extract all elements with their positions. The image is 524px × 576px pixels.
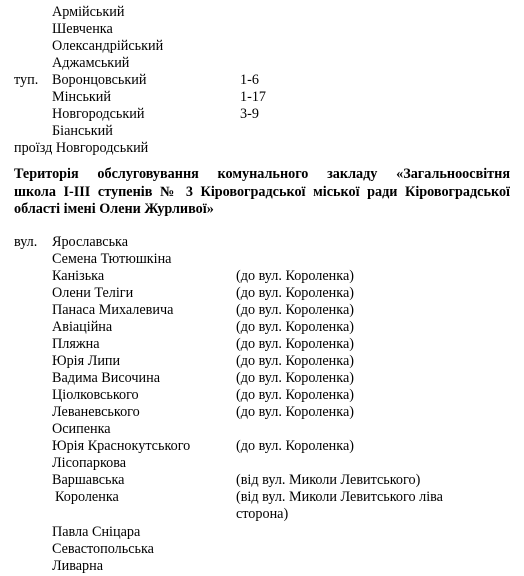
street-name: Юрія Краснокутського [52,438,191,454]
street-name: Шевченка [52,21,113,37]
street-name: Ціолковського [52,387,139,403]
street-name: Олександрійський [52,38,164,54]
street-name: Осипенка [52,421,111,437]
street-type-prefix: вул. [14,234,38,250]
street-note: (до вул. Короленка) [236,370,354,386]
street-note: (до вул. Короленка) [236,302,354,318]
street-name: Семена Тютюшкіна [52,251,172,267]
street-name: Авіаційна [52,319,113,335]
street-name: Короленка [55,489,119,505]
street-name: Олени Теліги [52,285,134,301]
house-range: 3-9 [240,106,259,122]
street-note: (до вул. Короленка) [236,387,354,403]
street-name: Вадима Височина [52,370,160,386]
street-name: Канізька [52,268,105,284]
section-heading [14,166,510,219]
street-note: сторона) [236,506,289,522]
street-name: Новгородський [52,106,145,122]
street-name: Павла Сніцара [52,524,141,540]
street-name: Леваневського [52,404,140,420]
street-name: Аджамський [52,55,130,71]
street-name: Пляжна [52,336,100,352]
street-name: Севастопольська [52,541,154,557]
street-note: (від вул. Миколи Левитського ліва [236,489,443,505]
street-note: (до вул. Короленка) [236,438,354,454]
street-note: (до вул. Короленка) [236,285,354,301]
street-note: (до вул. Короленка) [236,319,354,335]
heading-line: області імені Олени Журливої» [14,201,214,217]
street-note: (від вул. Миколи Левитського) [236,472,421,488]
street-note: (до вул. Короленка) [236,404,354,420]
street-name: Варшавська [52,472,125,488]
street-name: Ярославська [52,234,129,250]
street-type-prefix: туп. [14,72,39,88]
street-note: (до вул. Короленка) [236,353,354,369]
street-name: Лісопаркова [52,455,127,471]
heading-line: школа І-ІІІ ступенів № 3 Кіровоградської міської ради Кіровоградської [14,183,510,200]
street-name: Біанський [52,123,113,139]
street-name: Панаса Михалевича [52,302,174,318]
street-name: Армійський [52,4,125,20]
street-name: Юрія Липи [52,353,121,369]
street-name: Мінський [52,89,111,105]
house-range: 1-6 [240,72,259,88]
passage-name: проїзд Новгородський [14,140,149,156]
street-note: (до вул. Короленка) [236,268,354,284]
street-name: Воронцовський [52,72,147,88]
street-note: (до вул. Короленка) [236,336,354,352]
street-name: Ливарна [52,558,104,574]
house-range: 1-17 [240,89,267,105]
heading-line: Територія обслуговування комунального закладу «Загальноосвітня [14,166,510,182]
